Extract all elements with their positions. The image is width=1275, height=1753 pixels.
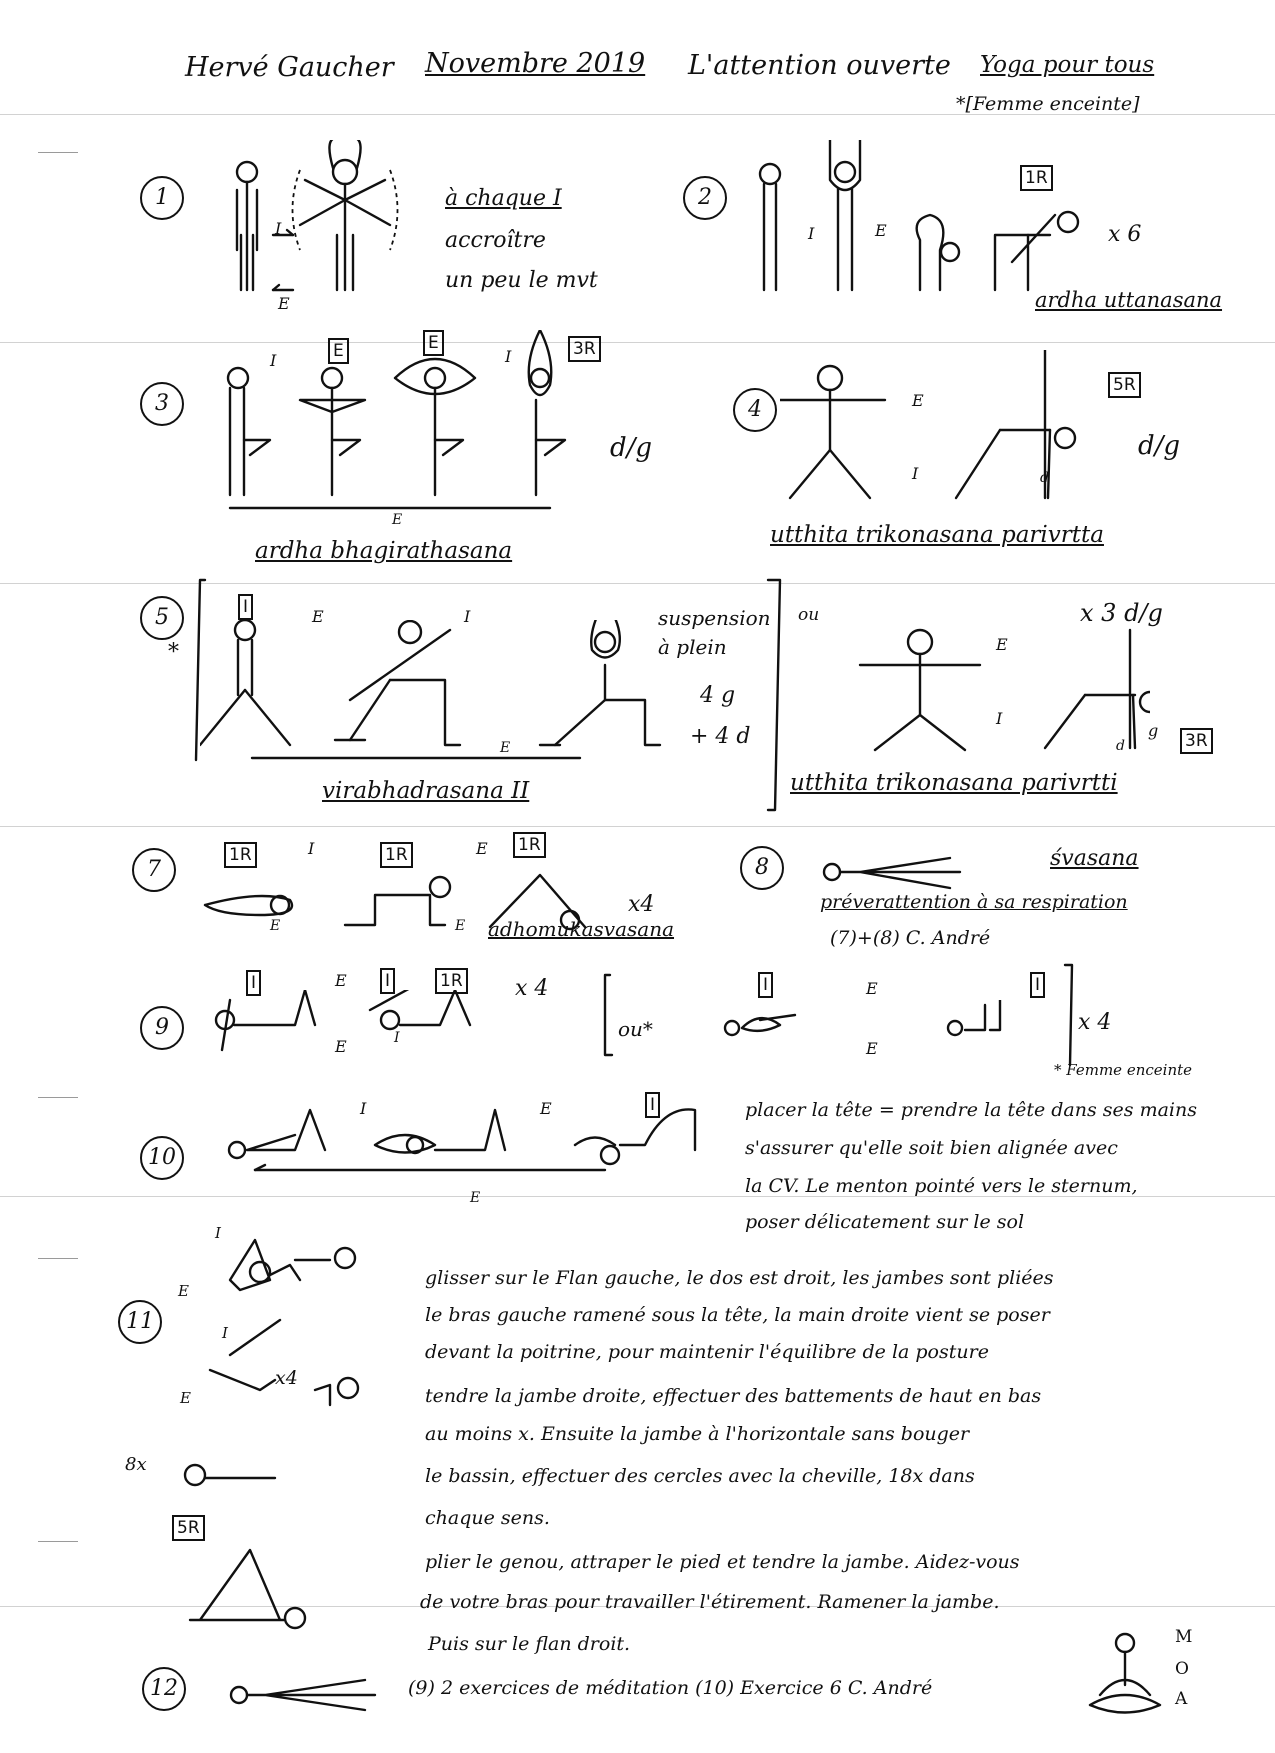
exhale-box: E xyxy=(423,330,444,356)
exhale-mark: E xyxy=(866,1039,878,1058)
suspension-label-2: à plein xyxy=(658,635,727,659)
sequence-number: 2 xyxy=(683,176,727,220)
inhale-mark: I xyxy=(308,839,315,858)
inhale-mark: I xyxy=(275,219,282,238)
instruction-10: Puis sur le flan droit. xyxy=(428,1633,631,1655)
footer-notes: (9) 2 exercices de méditation (10) Exercice 6 C. André xyxy=(408,1677,933,1699)
exhale-mark: E xyxy=(335,971,347,990)
count-right: + 4 d xyxy=(690,724,751,749)
pose-name: adhomukasvasana xyxy=(488,917,675,941)
instruction-1: glisser sur le Flan gauche, le dos est droit, les jambes sont pliées xyxy=(425,1267,1054,1289)
sequence-number: 5 xyxy=(140,596,184,640)
repetition-box: 1R xyxy=(513,832,546,858)
exhale-mark: E xyxy=(540,1099,552,1118)
repetition-box: 3R xyxy=(568,336,601,362)
pose-name: virabhadrasana II xyxy=(322,778,530,804)
repetition-count: x 4 xyxy=(1078,1010,1112,1035)
repetition-box: 1R xyxy=(224,842,257,868)
reference: (7)+(8) C. André xyxy=(830,927,991,949)
sequence-number: 7 xyxy=(132,848,176,892)
count-left: 4 g xyxy=(700,683,736,708)
exhale-mark: E xyxy=(476,839,488,858)
inhale-mark: I xyxy=(912,464,919,483)
meditation-figure xyxy=(1080,1625,1170,1720)
inhale-box: I xyxy=(1030,972,1045,998)
inhale-box: I xyxy=(380,968,395,994)
exhale-mark: E xyxy=(335,1037,347,1056)
exhale-mark: E xyxy=(996,635,1008,654)
exhale-mark: E xyxy=(875,221,887,240)
instruction-3: un peu le mvt xyxy=(445,268,598,293)
foot-label: d xyxy=(1116,738,1125,754)
repetition-count: x4 xyxy=(628,892,655,917)
exhale-mark: E xyxy=(500,740,511,756)
repetition-box: 5R xyxy=(1108,372,1141,398)
inhale-mark: I xyxy=(808,224,815,243)
repetition-count: x 6 xyxy=(1108,222,1142,247)
foot-label: d xyxy=(1040,470,1049,486)
instruction-2: accroître xyxy=(445,228,546,253)
instruction-8: plier le genou, attraper le pied et tendre la jambe. Aidez-vous xyxy=(425,1551,1020,1573)
sequence-number: 8 xyxy=(740,846,784,890)
instruction-4: poser délicatement sur le sol xyxy=(745,1211,1025,1233)
instruction-7: chaque sens. xyxy=(425,1507,550,1529)
mantra-letter: M xyxy=(1175,1627,1193,1647)
inhale-mark: I xyxy=(270,351,277,370)
header-note: *[Femme enceinte] xyxy=(956,93,1140,115)
mantra-letter: O xyxy=(1175,1659,1189,1679)
exhale-mark: E xyxy=(392,512,403,528)
date: Novembre 2019 xyxy=(425,48,646,79)
pose-name: utthita trikonasana parivrtta xyxy=(770,522,1104,548)
inhale-mark: I xyxy=(505,347,512,366)
side-lying-leg-figures xyxy=(120,1220,380,1640)
inhale-mark: I xyxy=(464,607,471,626)
foot-label: g xyxy=(1148,721,1159,740)
instruction-1: placer la tête = prendre la tête dans ses mains xyxy=(745,1099,1197,1121)
instruction-5: au moins x. Ensuite la jambe à l'horizontale sans bouger xyxy=(425,1423,970,1445)
instruction-2: le bras gauche ramené sous la tête, la main droite vient se poser xyxy=(425,1304,1050,1326)
inhale-mark: I xyxy=(394,1030,400,1046)
sequence-number: 4 xyxy=(733,388,777,432)
sequence-number: 1 xyxy=(140,176,184,220)
page-subtitle: Yoga pour tous xyxy=(980,52,1155,78)
instruction-3: devant la poitrine, pour maintenir l'équilibre de la posture xyxy=(425,1341,989,1363)
repetition-box: 1R xyxy=(1020,165,1053,191)
repetition-count: x 4 xyxy=(515,976,549,1001)
inhale-box: I xyxy=(758,972,773,998)
exhale-mark: E xyxy=(912,391,924,410)
star-mark: * xyxy=(168,640,179,665)
repetition-box: 5R xyxy=(172,1515,205,1541)
exhale-mark: E xyxy=(455,918,466,934)
exhale-mark: E xyxy=(180,1389,191,1407)
instruction-9: de votre bras pour travailler l'étirement. Ramener la jambe. xyxy=(420,1591,1000,1613)
pose-name: ardha uttanasana xyxy=(1035,288,1223,312)
sequence-number: 11 xyxy=(118,1300,162,1344)
sequence-number: 10 xyxy=(140,1136,184,1180)
exhale-mark: E xyxy=(866,979,878,998)
inhale-box: I xyxy=(246,970,261,996)
exhale-mark: E xyxy=(278,294,290,313)
mantra-letter: A xyxy=(1175,1689,1188,1709)
inhale-mark: I xyxy=(222,1324,228,1342)
exhale-mark: E xyxy=(270,918,281,934)
suspension-label: suspension xyxy=(658,606,771,630)
sequence-number: 12 xyxy=(142,1667,186,1711)
instruction-2: s'assurer qu'elle soit bien alignée avec xyxy=(745,1137,1118,1159)
inhale-box: I xyxy=(645,1092,660,1118)
pose-name: śvasana xyxy=(1050,846,1139,871)
repetition-box: 3R xyxy=(1180,728,1213,754)
or-label: ou xyxy=(798,605,820,625)
head-placement-figures xyxy=(225,1105,715,1195)
repetition-count: x4 xyxy=(275,1367,298,1389)
inhale-mark: I xyxy=(215,1224,221,1242)
author: Hervé Gaucher xyxy=(185,52,394,83)
exhale-box: E xyxy=(328,338,349,364)
or-label: ou* xyxy=(618,1017,653,1041)
repetition-count: x 3 d/g xyxy=(1080,599,1163,627)
supine-figures xyxy=(720,1000,1020,1040)
side-label: d/g xyxy=(1138,431,1181,461)
exhale-mark: E xyxy=(178,1282,189,1300)
instruction-6: le bassin, effectuer des cercles avec la cheville, 18x dans xyxy=(425,1465,975,1487)
side-label: d/g xyxy=(610,433,653,463)
pose-name: ardha bhagirathasana xyxy=(255,538,513,564)
sequence-number: 9 xyxy=(140,1006,184,1050)
corpse-pose-figure xyxy=(225,1670,385,1720)
instruction-4: tendre la jambe droite, effectuer des battements de haut en bas xyxy=(425,1385,1042,1407)
inhale-mark: I xyxy=(996,709,1003,728)
sequence-number: 3 xyxy=(140,382,184,426)
instruction-1: préverattention à sa respiration xyxy=(820,891,1128,913)
inhale-box: I xyxy=(238,594,253,620)
instruction-1: à chaque I xyxy=(445,186,562,211)
exhale-mark: E xyxy=(470,1190,481,1206)
pose-name: utthita trikonasana parivrtti xyxy=(790,770,1118,796)
repetition-box: 1R xyxy=(435,968,468,994)
exhale-mark: E xyxy=(312,607,324,626)
inhale-mark: I xyxy=(360,1099,367,1118)
instruction-3: la CV. Le menton pointé vers le sternum, xyxy=(745,1175,1138,1197)
repetition-count: 8x xyxy=(125,1454,147,1475)
repetition-box: 1R xyxy=(380,842,413,868)
pregnant-note: * Femme enceinte xyxy=(1054,1061,1193,1079)
page-title: L'attention ouverte xyxy=(688,50,951,81)
